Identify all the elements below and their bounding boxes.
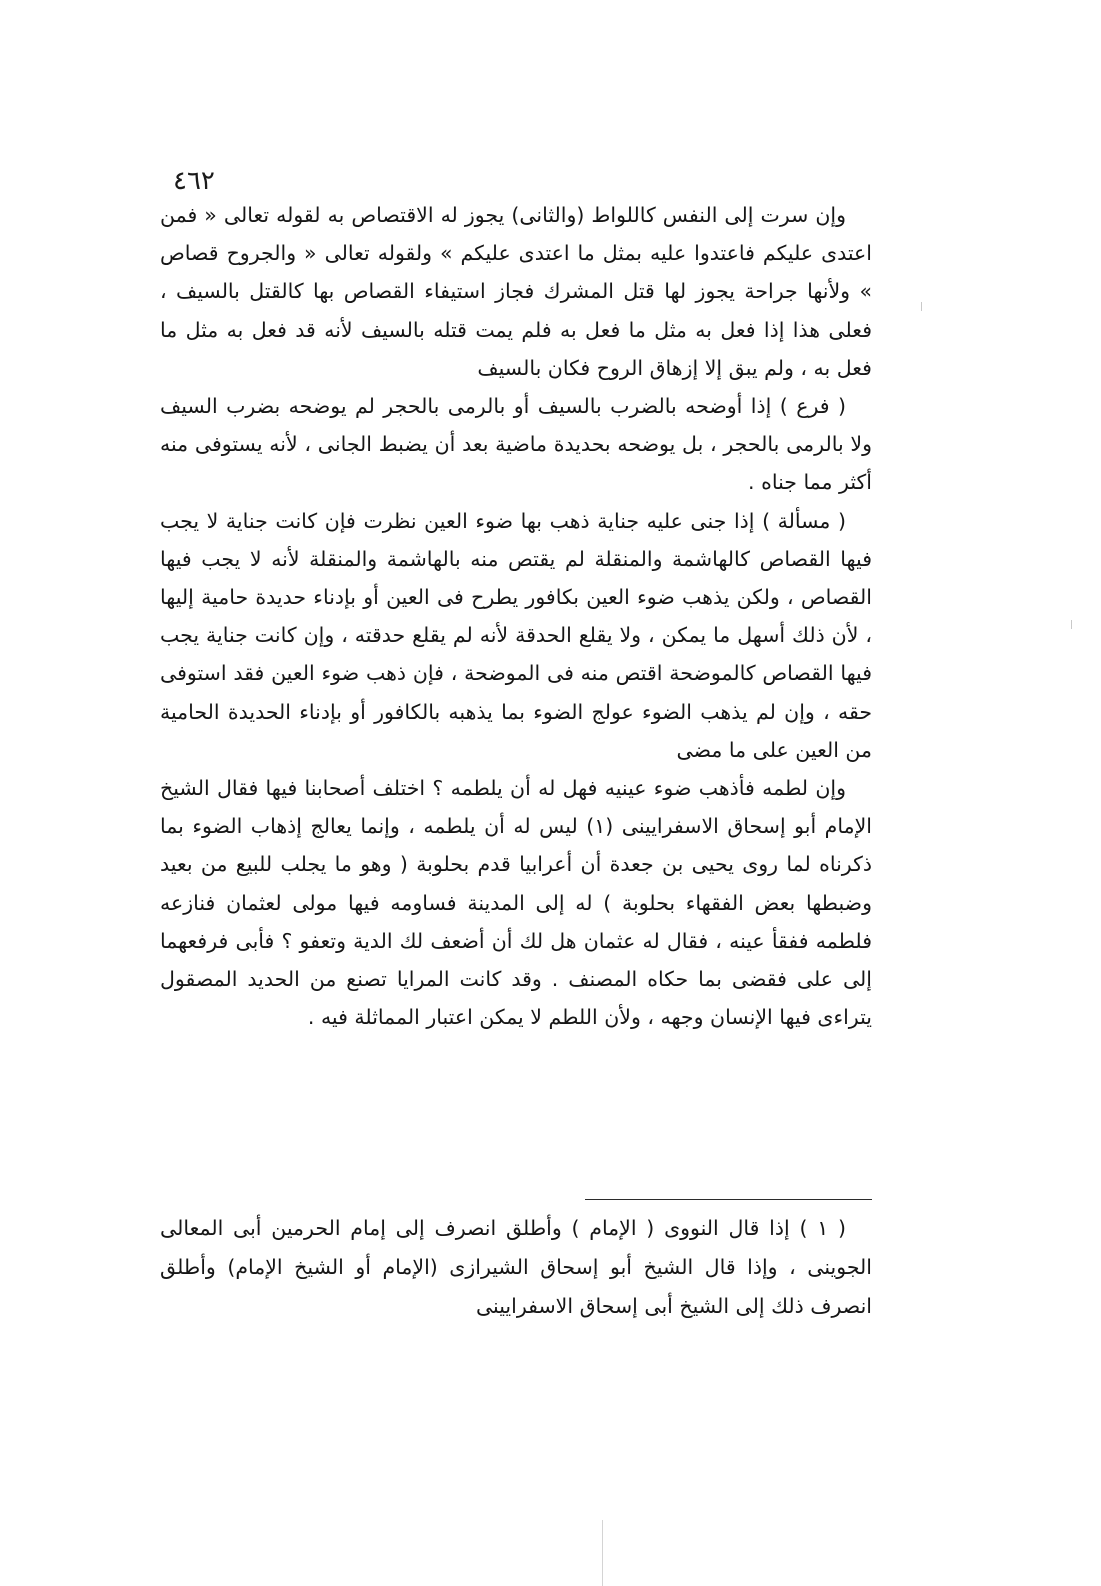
scan-fold-line [602, 1520, 603, 1586]
footnotes [160, 1209, 872, 1326]
scan-speck [1071, 620, 1072, 629]
scan-speck [921, 302, 922, 311]
paragraph-3: ( مسألة ) إذا جنى عليه جناية ذهب بها ضوء العين نظرت فإن كانت جناية لا يجب فيها القصاص كالهاشمة والمنقلة لم يقتص منه بالهاشمة والمنقلة لأنه لا يجب فيها القصاص ، ولكن يذهب ضوء العين بكافور يطرح فى العين أو بإدناء حديدة حامية إليها ، لأن ذلك أسهل ما يمكن ، ولا يقلع الحدقة لأنه لم يقلع حدقته ، وإن كانت جناية يجب فيها القصاص كالموضحة اقتص منه فى الموضحة ، فإن ذهب ضوء العين فقد استوفى حقه ، وإن لم يذهب الضوء عولج الضوء بما يذهبه بالكافور أو بإدناء الحديدة الحامية من العين على ما مضى [160, 508, 872, 762]
footnote-1: ( ١ ) إذا قال النووى ( الإمام ) وأطلق انصرف إلى إمام الحرمين أبى المعالى الجوينى ، وإذا قال الشيخ أبو إسحاق الشيرازى (الإمام أو الشيخ الإمام) وأطلق انصرف ذلك إلى الشيخ أبى إسحاق الاسفرايينى [160, 1216, 872, 1318]
paragraph-2: ( فرع ) إذا أوضحه بالضرب بالسيف أو بالرمى بالحجر لم يوضحه بضرب السيف ولا بالرمى بالحجر ، بل يوضحه بحديدة ماضية بعد أن يضبط الجانى ، لأنه يستوفى منه أكثر مما جناه . [160, 394, 872, 495]
paragraph-4: وإن لطمه فأذهب ضوء عينيه فهل له أن يلطمه ؟ اختلف أصحابنا فيها فقال الشيخ الإمام أبو إسحاق الاسفرايينى (١) ليس له أن يلطمه ، وإنما يعالج إذهاب الضوء بما ذكرناه لما روى يحيى بن جعدة أن أعرابيا قدم بحلوبة ( وهو ما يجلب للبيع من بعيد وضبطها بعض الفقهاء بحلوبة ) له إلى المدينة فساومه فيها مولى لعثمان فنازعه فلطمه ففقأ عينه ، فقال له عثمان هل لك أن أضعف لك الدية وتعفو ؟ فأبى فرفعهما إلى على فقضى بما حكاه المصنف . وقد كانت المرايا تصنع من الحديد المصقول يتراءى فيها الإنسان وجهه ، ولأن اللطم لا يمكن اعتبار المماثلة فيه . [160, 776, 872, 1030]
page-number: ٤٦٢ [173, 166, 215, 196]
main-text [160, 196, 872, 1036]
footnote-divider [585, 1199, 872, 1200]
paragraph-1: وإن سرت إلى النفس كاللواط (والثانى) يجوز له الاقتصاص به لقوله تعالى « فمن اعتدى عليكم فاعتدوا عليه بمثل ما اعتدى عليكم » ولقوله تعالى « والجروح قصاص » ولأنها جراحة يجوز لها قتل المشرك فجاز استيفاء القصاص بها كالقتل بالسيف ، فعلى هذا إذا فعل به مثل ما فعل به فلم يمت قتله بالسيف لأنه قد فعل به مثل ما فعل به ، ولم يبق إلا إزهاق الروح فكان بالسيف [160, 203, 872, 380]
